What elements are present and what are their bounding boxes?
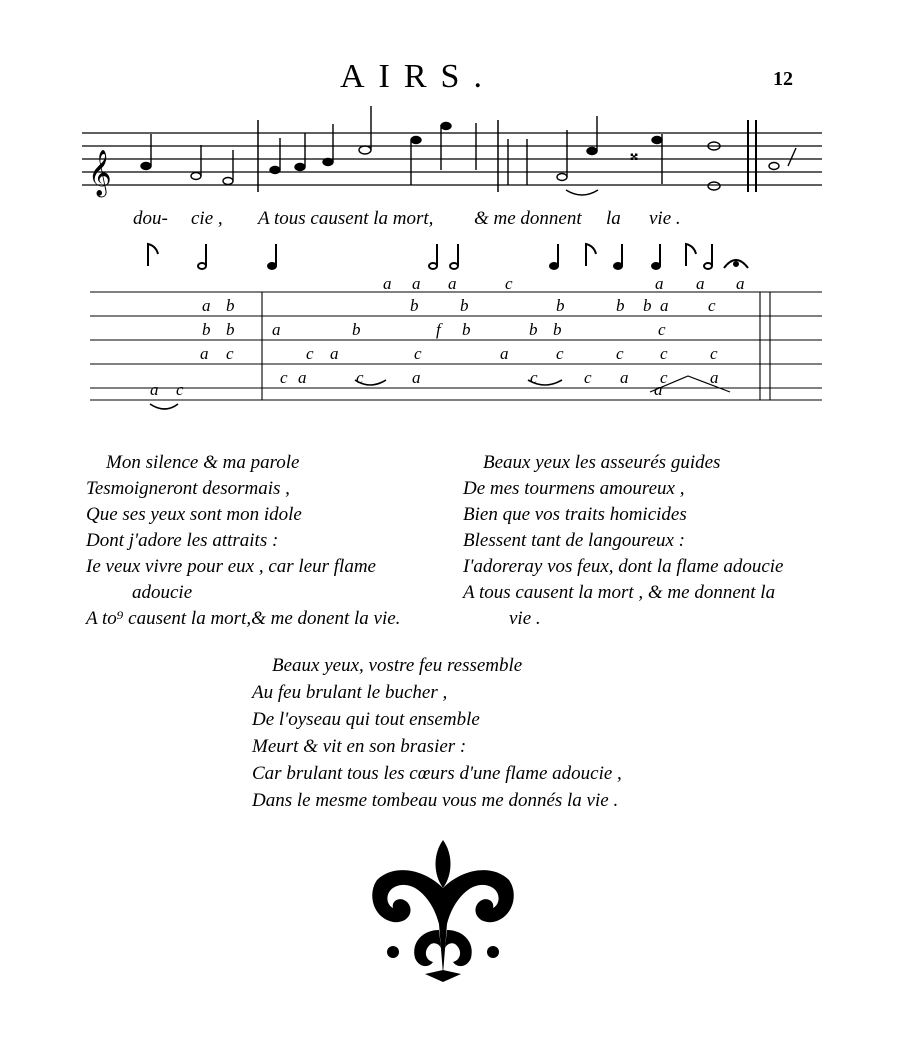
tab-letter: c bbox=[584, 368, 592, 387]
tab-letter: c bbox=[505, 274, 513, 293]
verse-line: Blessent tant de langoureux : bbox=[463, 530, 685, 551]
verse-line: Que ses yeux sont mon idole bbox=[86, 504, 302, 525]
verse-line: De l'oyseau qui tout ensemble bbox=[252, 709, 480, 730]
tab-letter: a bbox=[654, 380, 663, 399]
tab-letter: a bbox=[202, 296, 211, 315]
verse-line: A to⁹ causent la mort,& me donent la vie. bbox=[86, 608, 401, 629]
tab-letter: c bbox=[356, 368, 364, 387]
page-number: 12 bbox=[773, 68, 793, 90]
tab-letter: a bbox=[383, 274, 392, 293]
tab-letter: b bbox=[643, 296, 652, 315]
music-staff bbox=[0, 0, 901, 210]
lyric-syllable: cie , bbox=[191, 208, 223, 229]
verse-line: adoucie bbox=[132, 582, 193, 603]
verse-line: Dans le mesme tombeau vous me donnés la vie . bbox=[252, 790, 619, 811]
tab-letter: c bbox=[658, 320, 666, 339]
tab-letter: a bbox=[500, 344, 509, 363]
tab-letter: a bbox=[330, 344, 339, 363]
tab-letter: c bbox=[414, 344, 422, 363]
stanza-left bbox=[86, 450, 400, 632]
stanza-center bbox=[252, 652, 622, 814]
tab-letter: a bbox=[412, 368, 421, 387]
tab-letter: c bbox=[530, 368, 538, 387]
tab-letter: c bbox=[556, 344, 564, 363]
tab-letter: c bbox=[306, 344, 314, 363]
tab-letter: f bbox=[436, 320, 441, 339]
verse-line: Au feu brulant le bucher , bbox=[252, 682, 448, 703]
verse-line: Beaux yeux les asseurés guides bbox=[483, 452, 721, 473]
tab-letter: c bbox=[708, 296, 716, 315]
verse-line: I'adoreray vos feux, dont la flame adoucie bbox=[463, 556, 784, 577]
tab-letter: c bbox=[616, 344, 624, 363]
stanza-right bbox=[463, 450, 783, 632]
tab-letter: a bbox=[710, 368, 719, 387]
tab-letter: c bbox=[226, 344, 234, 363]
tab-letter: b bbox=[226, 296, 235, 315]
tab-letter: b bbox=[529, 320, 538, 339]
tab-letter: c bbox=[710, 344, 718, 363]
tab-letter: b bbox=[352, 320, 361, 339]
tab-letter: c bbox=[660, 368, 668, 387]
lyric-syllable: & me donnent bbox=[474, 208, 582, 229]
fleuron-ornament-icon bbox=[363, 834, 523, 984]
tab-letter: a bbox=[696, 274, 705, 293]
tab-letter: c bbox=[660, 344, 668, 363]
tab-letter: b bbox=[556, 296, 565, 315]
tab-letter: b bbox=[226, 320, 235, 339]
verse-line: A tous causent la mort , & me donnent la bbox=[463, 582, 776, 603]
tab-letter: a bbox=[272, 320, 281, 339]
tab-letter: c bbox=[176, 380, 184, 399]
tab-letter: a bbox=[448, 274, 457, 293]
verse-line: Tesmoigneront desormais , bbox=[86, 478, 290, 499]
lyric-syllable: dou- bbox=[133, 208, 168, 229]
tab-letter: b bbox=[410, 296, 419, 315]
verse-line: Mon silence & ma parole bbox=[106, 452, 300, 473]
verse-line: vie . bbox=[509, 608, 541, 629]
page-title: AIRS. bbox=[340, 58, 496, 95]
tab-letter: a bbox=[298, 368, 307, 387]
verse-line: Bien que vos traits homicides bbox=[463, 504, 687, 525]
tab-letter: c bbox=[280, 368, 288, 387]
verse-line: Car brulant tous les cœurs d'une flame adoucie , bbox=[252, 763, 622, 784]
tab-letter: b bbox=[460, 296, 469, 315]
verse-line: Meurt & vit en son brasier : bbox=[252, 736, 467, 757]
tab-letter: a bbox=[150, 380, 159, 399]
verse-line: De mes tourmens amoureux , bbox=[463, 478, 685, 499]
tab-letter: a bbox=[412, 274, 421, 293]
lyric-syllable: A tous causent la mort, bbox=[258, 208, 434, 229]
tab-letter: b bbox=[462, 320, 471, 339]
tab-letter: a bbox=[736, 274, 745, 293]
tab-letter: a bbox=[620, 368, 629, 387]
svg-text:𝄪: 𝄪 bbox=[630, 144, 639, 165]
lute-tablature bbox=[0, 280, 901, 430]
tab-letter: b bbox=[616, 296, 625, 315]
verse-line: Dont j'adore les attraits : bbox=[86, 530, 279, 551]
verse-line: Beaux yeux, vostre feu ressemble bbox=[272, 655, 523, 676]
tab-letter: a bbox=[200, 344, 209, 363]
treble-clef-icon: 𝄞 bbox=[88, 150, 112, 196]
verse-line: Ie veux vivre pour eux , car leur flame bbox=[86, 556, 376, 577]
tab-letter: a bbox=[655, 274, 664, 293]
lyric-syllable: vie . bbox=[649, 208, 681, 229]
tab-letter: b bbox=[553, 320, 562, 339]
tab-letter: b bbox=[202, 320, 211, 339]
lyric-syllable: la bbox=[606, 208, 621, 229]
tab-letter: a bbox=[660, 296, 669, 315]
